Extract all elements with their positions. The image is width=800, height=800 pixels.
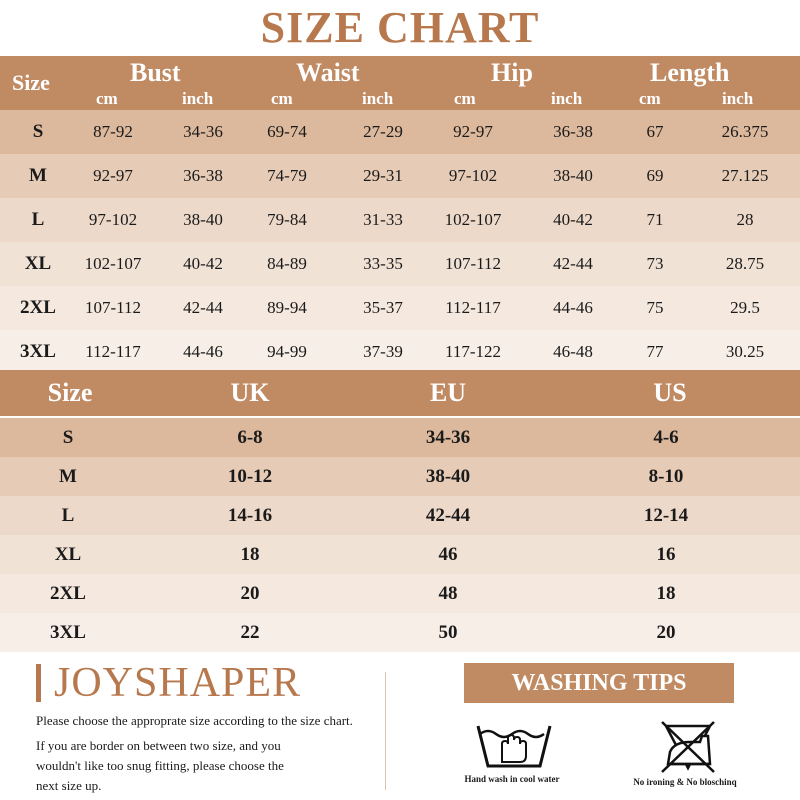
- waist-inch-cell: 35-37: [363, 298, 403, 317]
- waist-header: Waist: [296, 58, 360, 87]
- length-inch-cell: 27.125: [721, 166, 769, 185]
- size-cell: 2XL: [20, 297, 56, 318]
- waist-inch-cell: 29-31: [363, 166, 403, 185]
- conversion-row: [0, 613, 800, 652]
- bust-cm-cell: 112-117: [85, 342, 141, 361]
- eu-header: EU: [429, 378, 467, 407]
- hip-cm-cell: 102-107: [444, 210, 502, 229]
- us-cell: 8-10: [648, 465, 684, 487]
- eu-cell: 50: [438, 621, 458, 643]
- waist-inch-header: inch: [362, 89, 394, 108]
- size-cell: 3XL: [50, 621, 86, 643]
- footer-divider: [385, 672, 386, 790]
- waist-cm-cell: 79-84: [267, 210, 307, 229]
- uk-cell: 22: [240, 621, 260, 643]
- waist-cm-cell: 84-89: [267, 254, 307, 273]
- measurement-table-header: [0, 56, 800, 110]
- bust-inch-header: inch: [182, 89, 214, 108]
- eu-cell: 42-44: [425, 504, 471, 526]
- hip-inch-cell: 44-46: [553, 298, 593, 317]
- washing-tips-header: WASHING TIPS: [464, 663, 734, 703]
- conversion-row: [0, 457, 800, 496]
- hip-inch-cell: 38-40: [553, 166, 593, 185]
- no-iron-no-bleach-label: No ironing & No bloschinq: [633, 777, 737, 787]
- waist-inch-cell: 33-35: [363, 254, 403, 273]
- bust-header: Bust: [130, 58, 181, 87]
- bust-cm-cell: 107-112: [84, 298, 142, 317]
- hip-inch-cell: 36-38: [553, 122, 593, 141]
- us-cell: 4-6: [653, 426, 679, 448]
- bust-cm-cell: 87-92: [93, 122, 133, 141]
- hip-inch-cell: 46-48: [553, 342, 593, 361]
- brand-accent-bar: [36, 664, 41, 702]
- waist-inch-cell: 31-33: [363, 210, 403, 229]
- measurement-row: [0, 154, 800, 198]
- eu-cell: 38-40: [425, 465, 471, 487]
- eu-cell: 34-36: [425, 426, 471, 448]
- bust-cm-cell: 92-97: [93, 166, 133, 185]
- hip-cm-header: cm: [454, 89, 476, 108]
- uk-cell: 14-16: [227, 504, 273, 526]
- length-cm-cell: 67: [646, 122, 664, 141]
- hip-cm-cell: 107-112: [444, 254, 502, 273]
- size-cell: M: [59, 465, 77, 487]
- us-header: US: [653, 378, 687, 407]
- waist-cm-header: cm: [271, 89, 293, 108]
- waist-cm-cell: 89-94: [267, 298, 307, 317]
- length-cm-header: cm: [639, 89, 661, 108]
- measurement-row: [0, 198, 800, 242]
- length-inch-cell: 30.25: [725, 342, 765, 361]
- length-inch-cell: 29.5: [730, 298, 760, 317]
- hand-wash-label: Hand wash in cool water: [464, 774, 560, 784]
- length-inch-cell: 26.375: [721, 122, 769, 141]
- hip-cm-cell: 97-102: [448, 166, 498, 185]
- bust-inch-cell: 42-44: [183, 298, 223, 317]
- size-note-2: If you are border on between two size, and you wouldn't like too snug fitting, please choose the next size up.: [36, 738, 284, 793]
- length-header: Length: [650, 58, 730, 87]
- size-column-header: Size: [12, 70, 50, 95]
- eu-cell: 48: [438, 582, 458, 604]
- bust-inch-cell: 34-36: [183, 122, 223, 141]
- us-cell: 12-14: [643, 504, 689, 526]
- hip-cm-cell: 112-117: [445, 298, 501, 317]
- conversion-table-header: [0, 370, 800, 416]
- measurement-row: [0, 242, 800, 286]
- us-cell: 20: [656, 621, 676, 643]
- waist-cm-cell: 94-99: [267, 342, 307, 361]
- length-inch-cell: 28.75: [725, 254, 765, 273]
- size-note-1: Please choose the approprate size according to the size chart.: [36, 713, 353, 728]
- length-cm-cell: 77: [646, 342, 664, 361]
- size-cell: 3XL: [20, 341, 56, 362]
- waist-cm-cell: 69-74: [267, 122, 307, 141]
- length-cm-cell: 73: [646, 254, 664, 273]
- hip-inch-cell: 42-44: [553, 254, 593, 273]
- uk-cell: 6-8: [237, 426, 263, 448]
- hip-header: Hip: [491, 58, 533, 87]
- bust-inch-cell: 40-42: [183, 254, 223, 273]
- us-cell: 18: [656, 582, 676, 604]
- measurement-row: [0, 110, 800, 154]
- hand-wash-icon: [474, 722, 554, 772]
- uk-cell: 20: [240, 582, 260, 604]
- bust-cm-cell: 102-107: [84, 254, 142, 273]
- size-cell: L: [61, 504, 75, 526]
- waist-inch-cell: 37-39: [363, 342, 403, 361]
- conversion-row: [0, 496, 800, 535]
- length-cm-cell: 69: [646, 166, 664, 185]
- uk-cell: 18: [240, 543, 260, 565]
- uk-header: UK: [230, 378, 270, 407]
- conversion-row: [0, 418, 800, 457]
- bust-cm-header: cm: [96, 89, 118, 108]
- hip-inch-header: inch: [551, 89, 583, 108]
- hip-cm-cell: 92-97: [453, 122, 493, 141]
- hip-cm-cell: 117-122: [444, 342, 502, 361]
- size-cell: XL: [54, 543, 82, 565]
- length-inch-cell: 28: [736, 210, 754, 229]
- bust-inch-cell: 36-38: [183, 166, 223, 185]
- no-iron-no-bleach-icon: [656, 718, 720, 774]
- uk-cell: 10-12: [227, 465, 273, 487]
- hip-inch-cell: 40-42: [553, 210, 593, 229]
- size-cell: S: [32, 121, 44, 142]
- waist-cm-cell: 74-79: [267, 166, 307, 185]
- page-title: SIZE CHART: [260, 3, 540, 52]
- conversion-size-header: Size: [47, 378, 93, 407]
- length-cm-cell: 75: [646, 298, 664, 317]
- measurement-row: [0, 330, 800, 374]
- size-cell: 2XL: [50, 582, 86, 604]
- measurement-row: [0, 286, 800, 330]
- conversion-row: [0, 535, 800, 574]
- waist-inch-cell: 27-29: [363, 122, 403, 141]
- bust-inch-cell: 44-46: [183, 342, 223, 361]
- size-cell: L: [31, 209, 45, 230]
- size-cell: M: [29, 165, 47, 186]
- conversion-row: [0, 574, 800, 613]
- length-cm-cell: 71: [646, 210, 664, 229]
- length-inch-header: inch: [722, 89, 754, 108]
- size-cell: XL: [24, 253, 52, 274]
- bust-cm-cell: 97-102: [88, 210, 138, 229]
- size-cell: S: [62, 426, 74, 448]
- eu-cell: 46: [438, 543, 458, 565]
- bust-inch-cell: 38-40: [183, 210, 223, 229]
- brand-name: JOYSHAPER: [54, 660, 302, 706]
- us-cell: 16: [656, 543, 676, 565]
